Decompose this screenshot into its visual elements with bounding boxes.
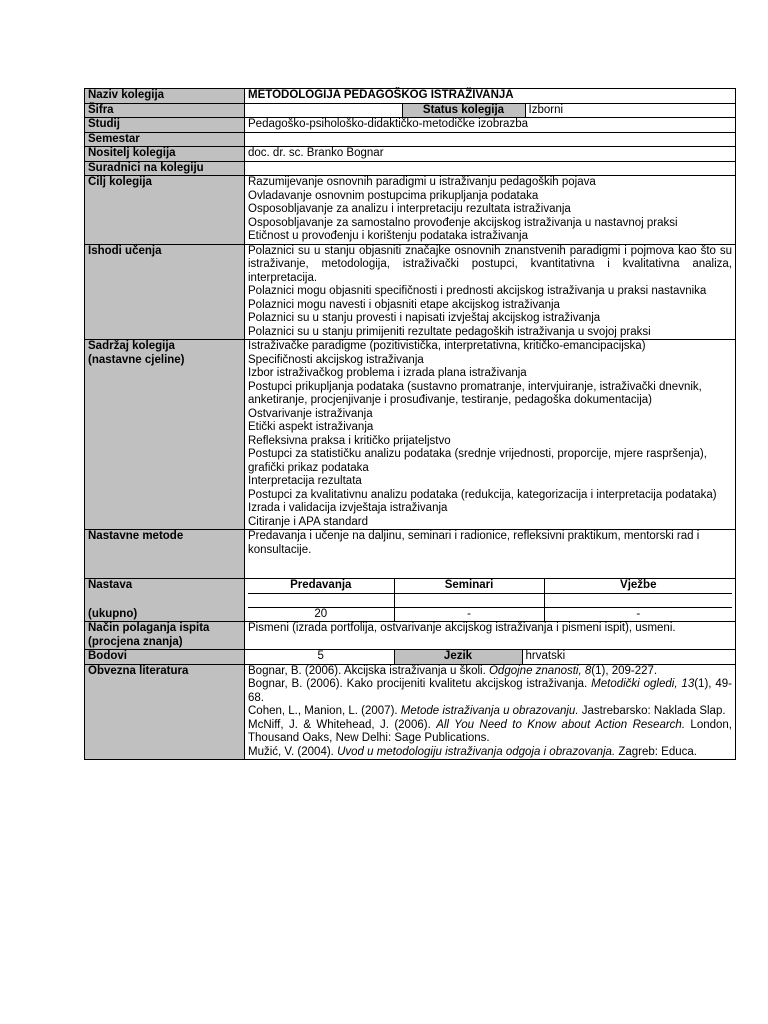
cilj-item: Osposobljavanje za samostalno provođenje akcijskog istraživanja u nastavnoj praksi xyxy=(248,216,678,229)
header-vjezbe: Vježbe xyxy=(544,579,732,593)
sadrzaj-item: Postupci za statističku analizu podataka (srednje vrijednosti, proporcije, mjere raspršenja), grafički prikaz podataka xyxy=(248,448,707,474)
sadrzaj-item: Postupci prikupljanja podataka (sustavno promatranje, intervjuiranje, istraživački dnevnik, anketiranje, procjenjivanje i prosuđivanje, testiranje, pedagoška dokumentacija) xyxy=(248,380,702,406)
label-sadrzaj-line1: Sadržaj kolegija xyxy=(88,340,175,352)
label-cilj: Cilj kolegija xyxy=(85,176,245,245)
label-polaganje-line2: (procjena znanja) xyxy=(88,635,183,648)
sadrzaj-item: Specifičnosti akcijskog istraživanja xyxy=(248,353,424,366)
sadrzaj-item: Interpretacija rezultata xyxy=(248,475,362,487)
label-nastava xyxy=(85,579,245,622)
status-value: Izborni xyxy=(528,103,564,116)
row-metode xyxy=(85,530,736,579)
nastava-spacer xyxy=(394,593,544,607)
row-suradnici xyxy=(85,161,736,176)
literature-reference: McNiff, J. & Whitehead, J. (2006). All You Need to Know about Action Research. London, Thousand Oaks, New Delhi: Sage Publications. xyxy=(248,718,732,744)
nastava-spacer xyxy=(248,593,394,607)
cilj-item: Razumijevanje osnovnih paradigmi u istraživanju pedagoških pojava xyxy=(248,176,596,188)
value-predavanja: 20 xyxy=(248,607,394,621)
sadrzaj-item: Refleksivna praksa i kritičko prijateljstvo xyxy=(248,434,451,447)
row-naziv xyxy=(85,89,736,104)
jezik-value: hrvatski xyxy=(525,650,566,662)
literature-reference: Mužić, V. (2004). Uvod u metodologiju istraživanja odgoja i obrazovanja. Zagreb: Educa. xyxy=(248,745,697,758)
bodovi-inner-table xyxy=(248,650,732,664)
sifra-inner-table xyxy=(248,104,732,118)
sadrzaj-item: Citiranje i APA standard xyxy=(248,515,368,528)
label-polaganje-line1: Način polaganja ispita xyxy=(88,622,210,634)
label-nastava-line2: (ukupno) xyxy=(88,607,138,620)
bodovi-value: 5 xyxy=(248,650,394,664)
row-nositelj xyxy=(85,147,736,162)
course-title: METODOLOGIJA PEDAGOŠKOG ISTRAŽIVANJA xyxy=(245,89,736,104)
ishodi-item: Polaznici su u stanju provesti i napisati izvještaj akcijskog istraživanja xyxy=(248,312,601,324)
label-sadrzaj-line2: (nastavne cjeline) xyxy=(88,353,185,366)
cilj-list xyxy=(245,176,736,245)
row-ishodi xyxy=(85,244,736,340)
label-ishodi: Ishodi učenja xyxy=(85,244,245,340)
sadrzaj-item: Postupci za kvalitativnu analizu podataka (redukcija, kategorizacija i interpretacija podataka) xyxy=(248,488,717,501)
row-semestar xyxy=(85,132,736,147)
value-seminari: - xyxy=(394,607,544,621)
label-literatura: Obvezna literatura xyxy=(85,664,245,760)
literature-reference: Bognar, B. (2006). Kako procijeniti kvalitetu akcijskog istraživanja. Metodički ogledi, 13(1), 49-68. xyxy=(248,678,732,704)
literature-reference: Cohen, L., Manion, L. (2007). Metode istraživanja u obrazovanju. Jastrebarsko: Naklada Slap. xyxy=(248,705,726,717)
label-studij: Studij xyxy=(85,118,245,133)
label-metode: Nastavne metode xyxy=(85,530,245,579)
label-polaganje xyxy=(85,622,245,650)
ishodi-item: Polaznici mogu objasniti specifičnosti i prednosti akcijskog istraživanja u praksi nastavnika xyxy=(248,285,707,297)
row-sadrzaj xyxy=(85,340,736,530)
jezik-label: Jezik xyxy=(394,650,522,664)
row-cilj xyxy=(85,176,736,245)
label-nositelj: Nositelj kolegija xyxy=(85,147,245,162)
ishodi-item: Polaznici su u stanju objasniti značajke osnovnih znanstvenih paradigmi i pojmova kao što su istraživanje, metodologija, istraživački postupci, kvantitativna i kvalitativna analiza, interpretacija. xyxy=(248,244,732,284)
row-studij xyxy=(85,118,736,133)
literatura-list xyxy=(245,664,736,760)
sadrzaj-item: Izrada i validacija izvještaja istraživanja xyxy=(248,502,448,514)
metode-value: Predavanja i učenje na daljinu, seminari i radionice, refleksivni praktikum, mentorski rad i konsultacije. xyxy=(245,530,736,579)
nositelj-value: doc. dr. sc. Branko Bognar xyxy=(245,147,736,162)
sifra-cell xyxy=(245,103,736,118)
label-semestar: Semestar xyxy=(85,132,245,147)
row-polaganje xyxy=(85,622,736,650)
row-bodovi xyxy=(85,650,736,665)
row-sifra xyxy=(85,103,736,118)
sifra-value xyxy=(248,104,402,118)
semestar-value xyxy=(245,132,736,147)
nastava-inner-table xyxy=(248,579,732,621)
row-nastava xyxy=(85,579,736,622)
cilj-item: Ovladavanje osnovnim postupcima prikupljanja podataka xyxy=(248,189,539,202)
label-nastava-line1: Nastava xyxy=(88,579,133,591)
literature-reference: Bognar, B. (2006). Akcijska istraživanja u školi. Odgojne znanosti, 8(1), 209-227. xyxy=(248,664,658,677)
ishodi-item: Polaznici su u stanju primijeniti rezultate pedagoških istraživanja u svojoj praksi xyxy=(248,325,651,338)
course-syllabus-table xyxy=(84,88,736,760)
suradnici-value xyxy=(245,161,736,176)
label-bodovi: Bodovi xyxy=(85,650,245,665)
label-naziv: Naziv kolegija xyxy=(85,89,245,104)
nastava-spacer xyxy=(544,593,732,607)
ishodi-list xyxy=(245,244,736,340)
bodovi-cell xyxy=(245,650,736,665)
label-sadrzaj xyxy=(85,340,245,530)
label-suradnici: Suradnici na kolegiju xyxy=(85,161,245,176)
sadrzaj-item: Ostvarivanje istraživanja xyxy=(248,407,373,420)
sadrzaj-item: Istraživačke paradigme (pozitivistička, interpretativna, kritičko-emancipacijska) xyxy=(248,340,646,352)
sadrzaj-list xyxy=(245,340,736,530)
row-literatura xyxy=(85,664,736,760)
label-sifra: Šifra xyxy=(85,103,245,118)
polaganje-value: Pismeni (izrada portfolija, ostvarivanje akcijskog istraživanja i pismeni ispit), usmeni. xyxy=(245,622,736,650)
cilj-item: Osposobljavanje za analizu i interpretaciju rezultata istraživanja xyxy=(248,203,571,215)
studij-value: Pedagoško-psihološko-didaktičko-metodičke izobrazba xyxy=(245,118,736,133)
sadrzaj-item: Etički aspekt istraživanja xyxy=(248,421,374,433)
cilj-item: Etičnost u provođenju i korištenju podataka istraživanja xyxy=(248,230,528,242)
ishodi-item: Polaznici mogu navesti i objasniti etape akcijskog istraživanja xyxy=(248,298,560,311)
value-vjezbe: - xyxy=(544,607,732,621)
header-seminari: Seminari xyxy=(394,579,544,593)
status-label: Status kolegija xyxy=(402,104,525,118)
sadrzaj-item: Izbor istraživačkog problema i izrada plana istraživanja xyxy=(248,367,527,379)
nastava-cell xyxy=(245,579,736,622)
header-predavanja: Predavanja xyxy=(248,579,394,593)
